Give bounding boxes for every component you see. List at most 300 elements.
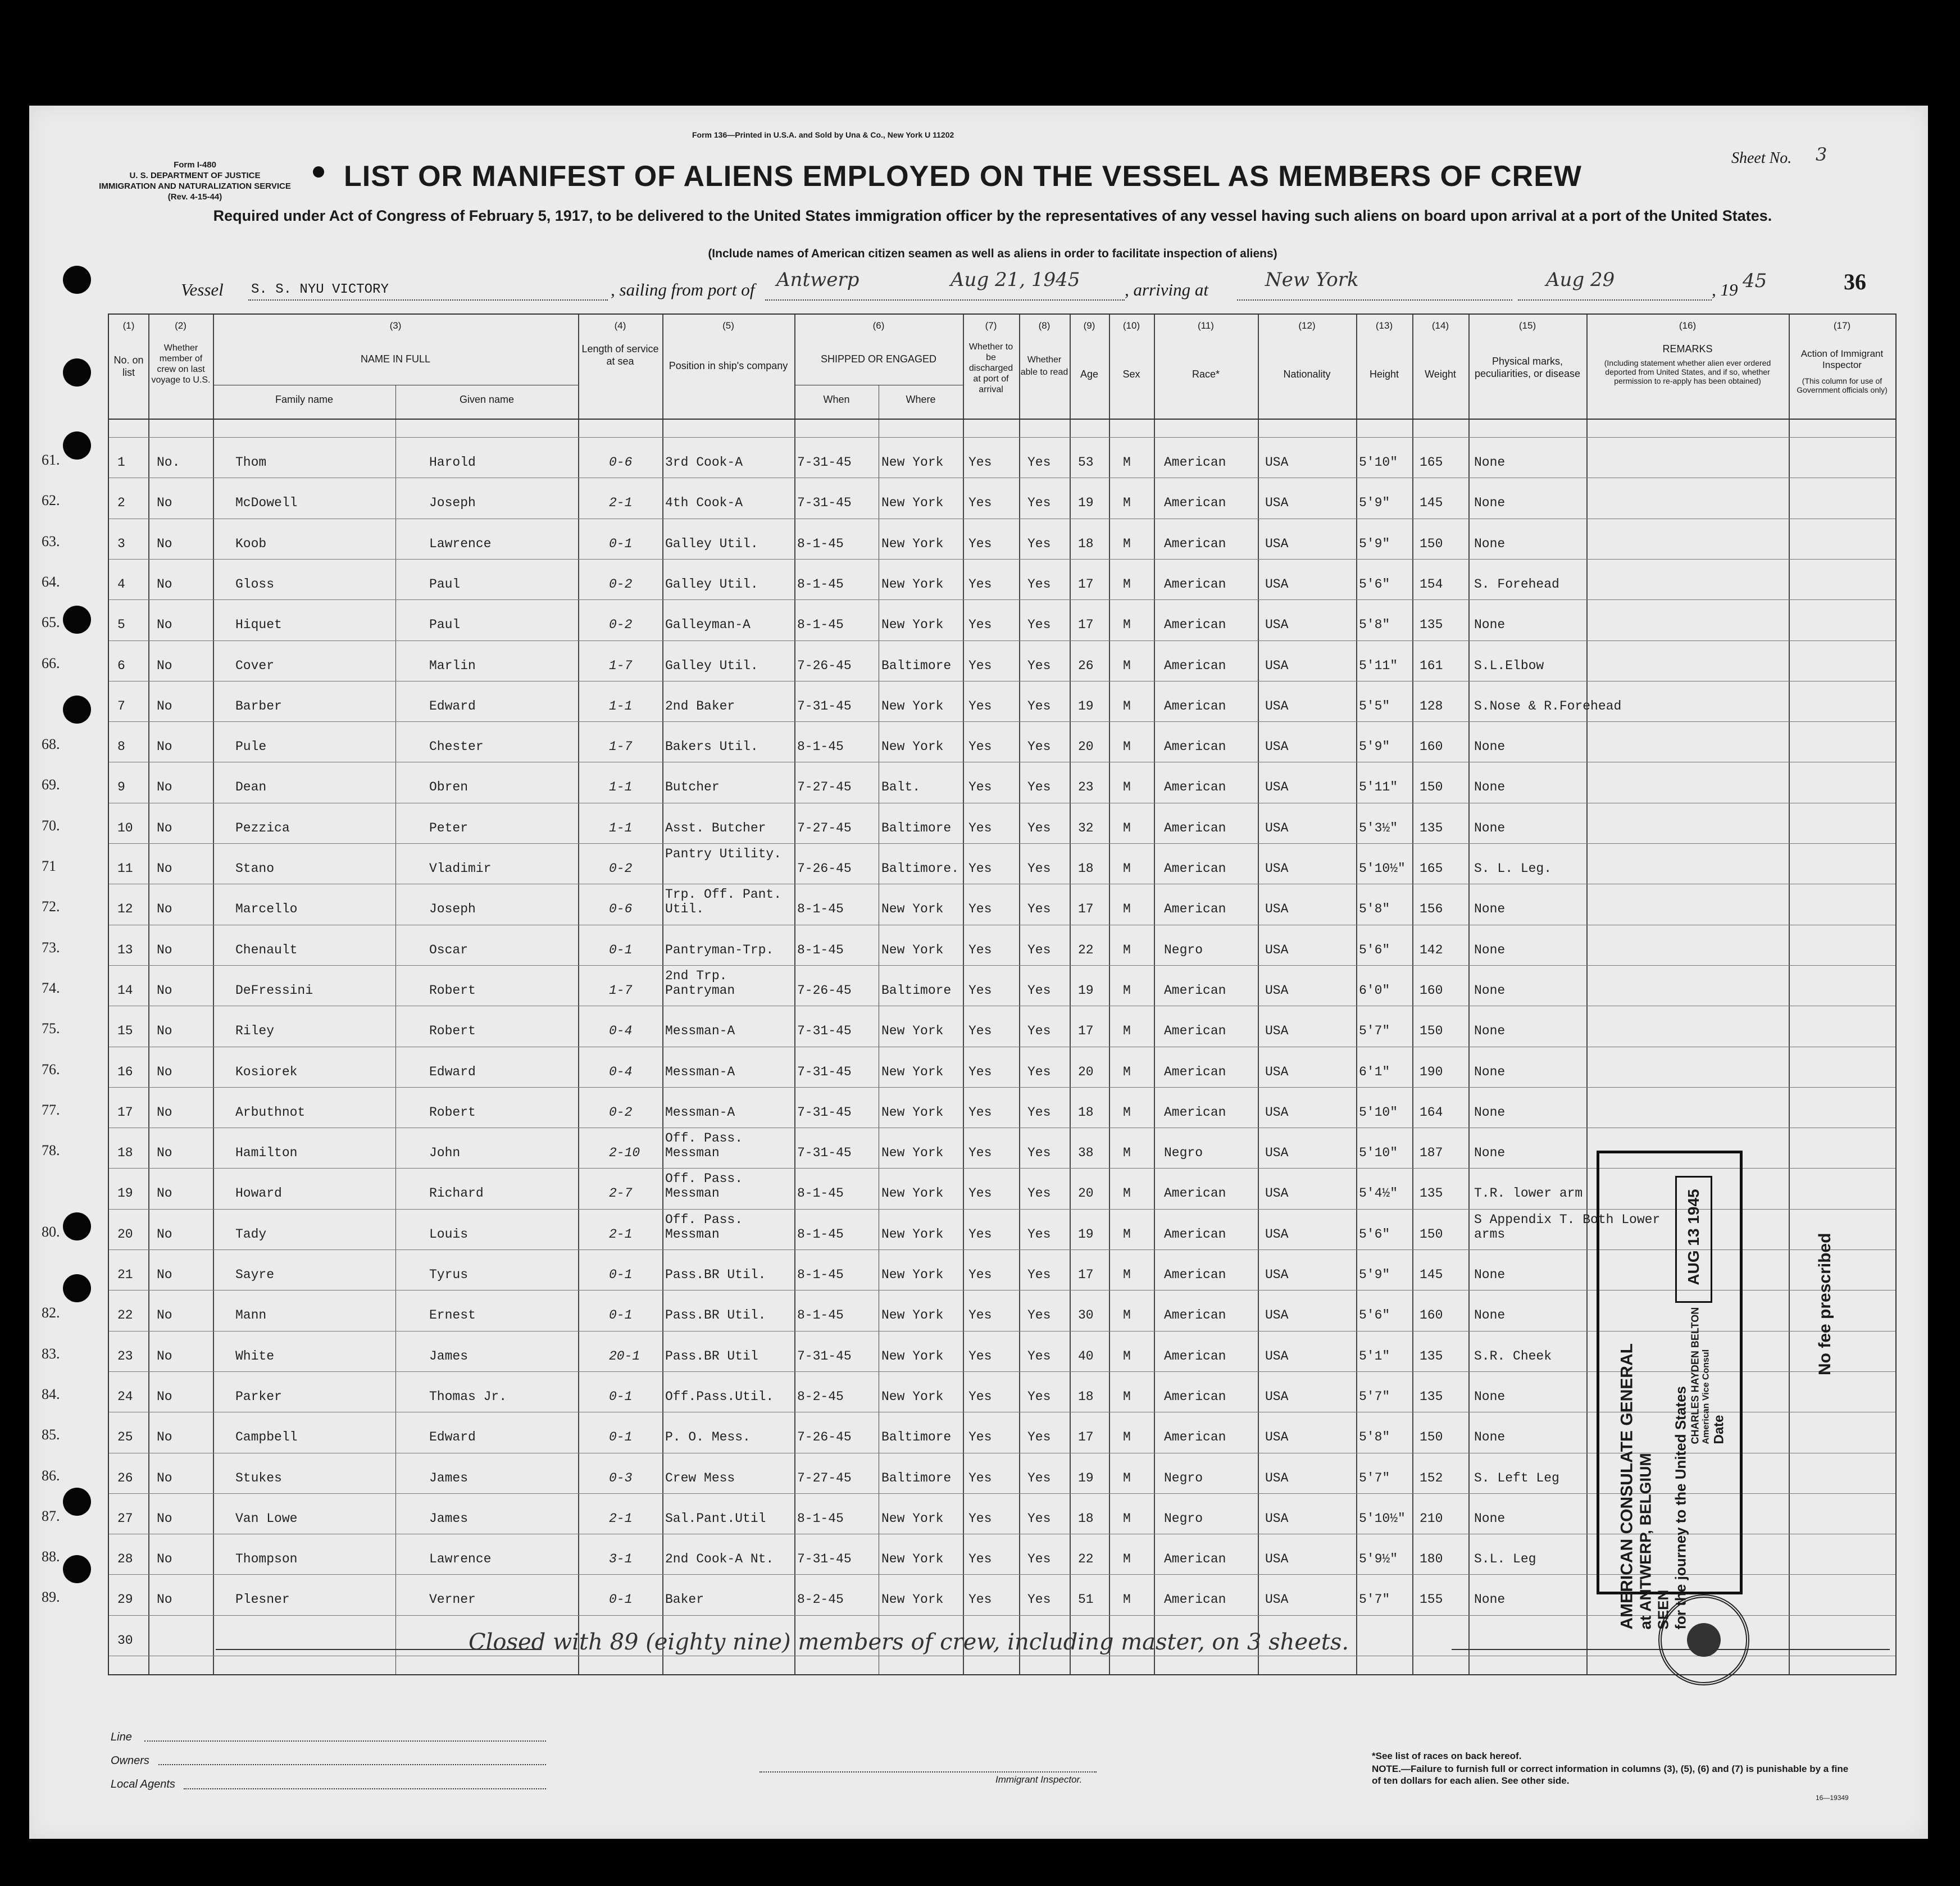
- cell-discharged: Yes: [968, 1308, 992, 1323]
- col-length-service: Length of service at sea: [581, 343, 659, 367]
- cell-nationality: USA: [1265, 1226, 1289, 1242]
- cell-nationality: USA: [1265, 658, 1289, 673]
- cell-age: 17: [1078, 1024, 1094, 1039]
- table-row: [109, 681, 1895, 721]
- cell-sex: M: [1123, 1226, 1131, 1242]
- cell-weight: 190: [1420, 1064, 1443, 1079]
- cell-shipped-when: 7-26-45: [797, 1430, 852, 1445]
- cell-shipped-where: Baltimore: [881, 658, 952, 673]
- cell-given-name: Oscar: [429, 942, 469, 957]
- punch-hole: [63, 1274, 91, 1302]
- cell-height: 6'0": [1359, 983, 1390, 998]
- cell-position: Bakers Util.: [665, 739, 758, 755]
- inspector-underline: [760, 1771, 1097, 1773]
- cell-weight: 142: [1420, 942, 1443, 957]
- cell-able-read: Yes: [1027, 617, 1051, 633]
- cell-row-no: 6: [117, 658, 125, 673]
- cell-prev-voyage: No: [157, 861, 172, 876]
- table-row: [42, 519, 1895, 559]
- cell-sex: M: [1123, 1511, 1131, 1526]
- line-number: 73.: [42, 939, 60, 956]
- cell-prev-voyage: No: [157, 617, 172, 633]
- cell-race: Negro: [1164, 1511, 1203, 1526]
- cell-shipped-when: 7-31-45: [797, 698, 852, 714]
- cell-family-name: Sayre: [235, 1267, 275, 1282]
- cell-shipped-when: 7-27-45: [797, 780, 852, 795]
- header-bottom-rule: [109, 419, 1895, 420]
- cell-race: Negro: [1164, 942, 1203, 957]
- cell-race: American: [1164, 1024, 1226, 1039]
- cell-sex: M: [1123, 1348, 1131, 1364]
- cell-row-no: 27: [117, 1511, 133, 1526]
- cell-physical-marks: S. L. Leg.: [1474, 861, 1552, 876]
- cell-shipped-where: Baltimore: [881, 820, 952, 835]
- cell-weight: 128: [1420, 698, 1443, 714]
- cell-race: American: [1164, 1105, 1226, 1120]
- col-num-6: (6): [872, 320, 885, 331]
- cell-physical-marks: T.R. lower arm: [1474, 1186, 1583, 1201]
- col-num-4: (4): [614, 320, 626, 331]
- cell-family-name: Campbell: [235, 1430, 298, 1445]
- cell-sex: M: [1123, 1470, 1131, 1485]
- cell-shipped-when: 7-27-45: [797, 1470, 852, 1485]
- table-row: [42, 1047, 1895, 1087]
- cell-height: 5'8": [1359, 902, 1390, 917]
- cell-given-name: Joseph: [429, 496, 476, 511]
- cell-service-length: 0-1: [609, 1430, 633, 1445]
- table-row: [42, 843, 1895, 884]
- cell-discharged: Yes: [968, 902, 992, 917]
- cell-nationality: USA: [1265, 1024, 1289, 1039]
- cell-shipped-where: New York: [881, 1348, 944, 1364]
- cell-service-length: 0-2: [609, 576, 633, 592]
- cell-physical-marks: None: [1474, 1430, 1506, 1445]
- cell-service-length: 1-1: [609, 780, 633, 795]
- cell-given-name: Lawrence: [429, 536, 492, 551]
- cell-height: 5'9": [1359, 496, 1390, 511]
- table-row: [42, 762, 1895, 802]
- cell-age: 19: [1078, 1470, 1094, 1485]
- cell-discharged: Yes: [968, 1226, 992, 1242]
- cell-position: Pass.BR Util.: [665, 1308, 766, 1323]
- cell-sex: M: [1123, 455, 1131, 470]
- cell-service-length: 0-1: [609, 1389, 633, 1404]
- cell-nationality: USA: [1265, 1470, 1289, 1485]
- cell-height: 5'7": [1359, 1024, 1390, 1039]
- punch-hole: [63, 431, 91, 460]
- punch-hole: [63, 266, 91, 294]
- cell-shipped-where: Balt.: [881, 780, 921, 795]
- arriving-port: New York: [1265, 269, 1359, 291]
- owners-label: Owners: [111, 1755, 149, 1767]
- cell-height: 5'7": [1359, 1389, 1390, 1404]
- cell-shipped-where: New York: [881, 739, 944, 755]
- cell-position: Sal.Pant.Util: [665, 1511, 766, 1526]
- cell-physical-marks: None: [1474, 1592, 1506, 1607]
- table-row: [42, 437, 1895, 478]
- cell-discharged: Yes: [968, 1389, 992, 1404]
- cell-shipped-when: 8-1-45: [797, 1267, 844, 1282]
- cell-nationality: USA: [1265, 1430, 1289, 1445]
- cell-service-length: 0-2: [609, 861, 633, 876]
- cell-nationality: USA: [1265, 1552, 1289, 1567]
- cell-given-name: Edward: [429, 1064, 476, 1079]
- cell-age: 17: [1078, 576, 1094, 592]
- cell-sex: M: [1123, 1267, 1131, 1282]
- cell-race: American: [1164, 820, 1226, 835]
- no-fee-note: No fee prescribed: [1816, 1233, 1834, 1375]
- cell-age: 19: [1078, 983, 1094, 998]
- line-number: 85.: [42, 1426, 60, 1443]
- cell-prev-voyage: No: [157, 1308, 172, 1323]
- cell-able-read: Yes: [1027, 1146, 1051, 1161]
- cell-nationality: USA: [1265, 942, 1289, 957]
- cell-row-no: 16: [117, 1064, 133, 1079]
- cell-sex: M: [1123, 902, 1131, 917]
- cell-given-name: James: [429, 1470, 469, 1485]
- cell-weight: 156: [1420, 902, 1443, 917]
- cell-family-name: Koob: [235, 536, 267, 551]
- table-row: [42, 925, 1895, 965]
- line-number: 72.: [42, 898, 60, 915]
- cell-sex: M: [1123, 536, 1131, 551]
- cell-position: Butcher: [665, 780, 720, 795]
- cell-discharged: Yes: [968, 1186, 992, 1201]
- cell-given-name: Marlin: [429, 658, 476, 673]
- cell-race: American: [1164, 861, 1226, 876]
- cell-physical-marks: None: [1474, 496, 1506, 511]
- line-number: 88.: [42, 1548, 60, 1565]
- cell-sex: M: [1123, 698, 1131, 714]
- cell-race: American: [1164, 617, 1226, 633]
- cell-physical-marks: None: [1474, 1308, 1506, 1323]
- cell-weight: 210: [1420, 1511, 1443, 1526]
- cell-shipped-when: 8-1-45: [797, 1308, 844, 1323]
- cell-given-name: Robert: [429, 1024, 476, 1039]
- cell-age: 17: [1078, 1430, 1094, 1445]
- sailing-date: Aug 21, 1945: [951, 269, 1080, 291]
- cell-prev-voyage: No: [157, 1186, 172, 1201]
- line-number: 69.: [42, 776, 60, 793]
- cell-service-length: 0-1: [609, 536, 633, 551]
- cell-nationality: USA: [1265, 1511, 1289, 1526]
- punch-hole: [63, 1555, 91, 1583]
- cell-shipped-where: New York: [881, 1064, 944, 1079]
- stamp-date: AUG 13 1945: [1685, 1189, 1702, 1285]
- cell-able-read: Yes: [1027, 1186, 1051, 1201]
- vessel-underline: [248, 299, 608, 301]
- consulate-seal: [1658, 1594, 1749, 1685]
- punch-hole: [63, 1212, 91, 1240]
- form-identifier: [63, 160, 327, 202]
- cell-sex: M: [1123, 1146, 1131, 1161]
- cell-discharged: Yes: [968, 1024, 992, 1039]
- cell-discharged: Yes: [968, 1552, 992, 1567]
- cell-position: Messman-A: [665, 1105, 735, 1120]
- cell-given-name: John: [429, 1146, 461, 1161]
- cell-sex: M: [1123, 1430, 1131, 1445]
- cell-position: Crew Mess: [665, 1470, 735, 1485]
- cell-discharged: Yes: [968, 1348, 992, 1364]
- cell-discharged: Yes: [968, 780, 992, 795]
- cell-able-read: Yes: [1027, 861, 1051, 876]
- cell-given-name: Tyrus: [429, 1267, 469, 1282]
- cell-position: P. O. Mess.: [665, 1430, 751, 1445]
- closing-note: Closed with 89 (eighty nine) members of crew, including master, on 3 sheets.: [469, 1629, 1349, 1655]
- table-row: [42, 965, 1895, 1006]
- cell-height: 5'6": [1359, 1226, 1390, 1242]
- line-number: 83.: [42, 1345, 60, 1362]
- cell-row-no: 30: [117, 1633, 133, 1648]
- cell-given-name: Obren: [429, 780, 469, 795]
- cell-family-name: Gloss: [235, 576, 275, 592]
- cell-race: American: [1164, 983, 1226, 998]
- cell-prev-voyage: No: [157, 1105, 172, 1120]
- cell-prev-voyage: No: [157, 658, 172, 673]
- cell-weight: 150: [1420, 780, 1443, 795]
- cell-age: 18: [1078, 1389, 1094, 1404]
- cell-service-length: 2-7: [609, 1186, 633, 1201]
- cell-row-no: 29: [117, 1592, 133, 1607]
- cell-shipped-where: New York: [881, 1186, 944, 1201]
- cell-family-name: Stano: [235, 861, 275, 876]
- col-inspector-action: Action of Immigrant Inspector: [1800, 348, 1884, 370]
- cell-sex: M: [1123, 1186, 1131, 1201]
- cell-age: 20: [1078, 1186, 1094, 1201]
- cell-able-read: Yes: [1027, 1470, 1051, 1485]
- cell-service-length: 1-1: [609, 820, 633, 835]
- cell-weight: 160: [1420, 983, 1443, 998]
- vessel-label: Vessel: [181, 280, 224, 299]
- cell-shipped-where: New York: [881, 1592, 944, 1607]
- cell-family-name: Arbuthnot: [235, 1105, 306, 1120]
- cell-physical-marks: None: [1474, 983, 1506, 998]
- cell-weight: 150: [1420, 1226, 1443, 1242]
- cell-position: Off. Pass. Messman: [665, 1131, 743, 1161]
- cell-prev-voyage: No: [157, 1511, 172, 1526]
- cell-family-name: Chenault: [235, 942, 298, 957]
- line-number: 74.: [42, 979, 60, 996]
- cell-given-name: Joseph: [429, 902, 476, 917]
- table-row: [42, 1006, 1895, 1046]
- cell-weight: 164: [1420, 1105, 1443, 1120]
- cell-row-no: 14: [117, 983, 133, 998]
- cell-race: American: [1164, 1592, 1226, 1607]
- cell-weight: 187: [1420, 1146, 1443, 1161]
- col-physical-marks: Physical marks, peculiarities, or disease: [1474, 356, 1581, 379]
- cell-race: American: [1164, 902, 1226, 917]
- cell-row-no: 4: [117, 576, 125, 592]
- cell-height: 5'9": [1359, 1267, 1390, 1282]
- required-statement: Required under Act of Congress of February 5, 1917, to be delivered to the United States immigration officer by the representatives of any vessel having such aliens on board upon arrival at a port of the United States.: [213, 207, 1772, 224]
- line-number: 70.: [42, 817, 60, 834]
- cell-position: 2nd Trp. Pantryman: [665, 968, 735, 998]
- cell-shipped-where: Baltimore: [881, 1470, 952, 1485]
- line-number: 84.: [42, 1385, 60, 1402]
- year-label: , 19: [1712, 280, 1738, 299]
- cell-row-no: 28: [117, 1552, 133, 1567]
- stamp-consul-title: American Vice Consul: [1701, 1349, 1711, 1444]
- revision: (Rev. 4-15-44): [167, 192, 222, 202]
- cell-height: 5'10": [1359, 1105, 1398, 1120]
- cell-shipped-when: 8-1-45: [797, 739, 844, 755]
- cell-prev-voyage: No: [157, 902, 172, 917]
- cell-row-no: 13: [117, 942, 133, 957]
- cell-position: Pantryman-Trp.: [665, 942, 774, 957]
- cell-sex: M: [1123, 1552, 1131, 1567]
- cell-discharged: Yes: [968, 496, 992, 511]
- cell-weight: 155: [1420, 1592, 1443, 1607]
- cell-prev-voyage: No: [157, 739, 172, 755]
- cell-given-name: Edward: [429, 1430, 476, 1445]
- cell-shipped-where: Baltimore: [881, 1430, 952, 1445]
- col-when: When: [823, 394, 850, 405]
- agents-underline: [184, 1788, 546, 1789]
- col-weight: Weight: [1425, 369, 1456, 380]
- cell-service-length: 0-3: [609, 1470, 633, 1485]
- consulate-stamp: [1597, 1151, 1743, 1630]
- cell-physical-marks: None: [1474, 1024, 1506, 1039]
- arrival-year: 45: [1743, 270, 1767, 292]
- cell-height: 5'6": [1359, 942, 1390, 957]
- cell-family-name: Mann: [235, 1308, 267, 1323]
- cell-position: Pass.BR Util.: [665, 1267, 766, 1282]
- cell-family-name: Riley: [235, 1024, 275, 1039]
- cell-sex: M: [1123, 496, 1131, 511]
- cell-shipped-when: 7-26-45: [797, 983, 852, 998]
- cell-able-read: Yes: [1027, 496, 1051, 511]
- cell-height: 6'1": [1359, 1064, 1390, 1079]
- col-num-15: (15): [1518, 320, 1536, 331]
- cell-shipped-where: New York: [881, 1552, 944, 1567]
- cell-race: Negro: [1164, 1470, 1203, 1485]
- cell-race: American: [1164, 658, 1226, 673]
- cell-shipped-when: 7-31-45: [797, 1064, 852, 1079]
- sailing-underline: [765, 299, 1125, 301]
- cell-nationality: USA: [1265, 739, 1289, 755]
- agents-label: Local Agents: [111, 1778, 175, 1790]
- cell-service-length: 2-1: [609, 496, 633, 511]
- cell-family-name: DeFressini: [235, 983, 313, 998]
- line-number: 63.: [42, 533, 60, 549]
- cell-service-length: 2-1: [609, 1226, 633, 1242]
- cell-sex: M: [1123, 780, 1131, 795]
- cell-shipped-when: 8-1-45: [797, 1511, 844, 1526]
- cell-discharged: Yes: [968, 1064, 992, 1079]
- cell-position: Pass.BR Util: [665, 1348, 758, 1364]
- cell-able-read: Yes: [1027, 780, 1051, 795]
- cell-race: American: [1164, 576, 1226, 592]
- cell-nationality: USA: [1265, 496, 1289, 511]
- cell-weight: 160: [1420, 739, 1443, 755]
- manifest-sheet: [29, 106, 1928, 1839]
- table-row: [42, 884, 1895, 924]
- cell-height: 5'7": [1359, 1592, 1390, 1607]
- cell-position: Off. Pass. Messman: [665, 1212, 743, 1242]
- cell-shipped-where: Baltimore: [881, 983, 952, 998]
- cell-row-no: 7: [117, 698, 125, 714]
- cell-shipped-where: New York: [881, 576, 944, 592]
- owners-underline: [158, 1764, 546, 1765]
- cell-physical-marks: None: [1474, 1267, 1506, 1282]
- cell-shipped-where: New York: [881, 1024, 944, 1039]
- cell-sex: M: [1123, 617, 1131, 633]
- cell-service-length: 0-4: [609, 1024, 633, 1039]
- punch-hole: [63, 696, 91, 724]
- cell-height: 5'10½": [1359, 861, 1406, 876]
- col-discharged: Whether to be discharged at port of arrival: [968, 342, 1013, 394]
- cell-height: 5'7": [1359, 1470, 1390, 1485]
- cell-shipped-when: 7-31-45: [797, 455, 852, 470]
- cell-given-name: Harold: [429, 455, 476, 470]
- cell-nationality: USA: [1265, 1186, 1289, 1201]
- cell-shipped-when: 7-27-45: [797, 820, 852, 835]
- cell-row-no: 20: [117, 1226, 133, 1242]
- cell-row-no: 25: [117, 1430, 133, 1445]
- cell-row-no: 8: [117, 739, 125, 755]
- cell-position: Messman-A: [665, 1024, 735, 1039]
- cell-given-name: Lawrence: [429, 1552, 492, 1567]
- cell-able-read: Yes: [1027, 739, 1051, 755]
- cell-age: 38: [1078, 1146, 1094, 1161]
- cell-family-name: Plesner: [235, 1592, 290, 1607]
- cell-service-length: 0-2: [609, 617, 633, 633]
- cell-shipped-where: New York: [881, 1511, 944, 1526]
- line-number: 82.: [42, 1305, 60, 1321]
- sheet-number: 3: [1816, 144, 1827, 165]
- cell-able-read: Yes: [1027, 983, 1051, 998]
- cell-discharged: Yes: [968, 1267, 992, 1282]
- cell-prev-voyage: No: [157, 698, 172, 714]
- line-label: Line: [111, 1731, 132, 1743]
- cell-nationality: USA: [1265, 820, 1289, 835]
- line-number: 87.: [42, 1507, 60, 1524]
- cell-weight: 165: [1420, 455, 1443, 470]
- cell-sex: M: [1123, 576, 1131, 592]
- cell-prev-voyage: No: [157, 576, 172, 592]
- cell-position: Galley Util.: [665, 658, 758, 673]
- cell-physical-marks: None: [1474, 1511, 1506, 1526]
- cell-prev-voyage: No: [157, 1146, 172, 1161]
- cell-sex: M: [1123, 942, 1131, 957]
- cell-physical-marks: S.L. Leg: [1474, 1552, 1536, 1567]
- stamp-consul-name: CHARLES HAYDEN BELTON: [1689, 1307, 1701, 1444]
- cell-able-read: Yes: [1027, 942, 1051, 957]
- cell-discharged: Yes: [968, 820, 992, 835]
- cell-able-read: Yes: [1027, 1064, 1051, 1079]
- cell-family-name: Hiquet: [235, 617, 282, 633]
- cell-position: 3rd Cook-A: [665, 455, 743, 470]
- cell-height: 5'8": [1359, 617, 1390, 633]
- cell-discharged: Yes: [968, 617, 992, 633]
- col-position: Position in ship's company: [669, 360, 788, 371]
- cell-weight: 150: [1420, 1430, 1443, 1445]
- cell-prev-voyage: No: [157, 1064, 172, 1079]
- cell-race: American: [1164, 1267, 1226, 1282]
- cell-given-name: James: [429, 1511, 469, 1526]
- cell-position: Off. Pass. Messman: [665, 1171, 743, 1201]
- cell-discharged: Yes: [968, 861, 992, 876]
- line-number: 66.: [42, 655, 60, 671]
- cell-row-no: 2: [117, 496, 125, 511]
- line-number: 64.: [42, 573, 60, 590]
- cell-shipped-where: New York: [881, 1389, 944, 1404]
- cell-nationality: USA: [1265, 617, 1289, 633]
- cell-shipped-when: 7-26-45: [797, 861, 852, 876]
- cell-shipped-when: 8-1-45: [797, 1226, 844, 1242]
- cell-service-length: 0-6: [609, 455, 633, 470]
- cell-physical-marks: None: [1474, 1389, 1506, 1404]
